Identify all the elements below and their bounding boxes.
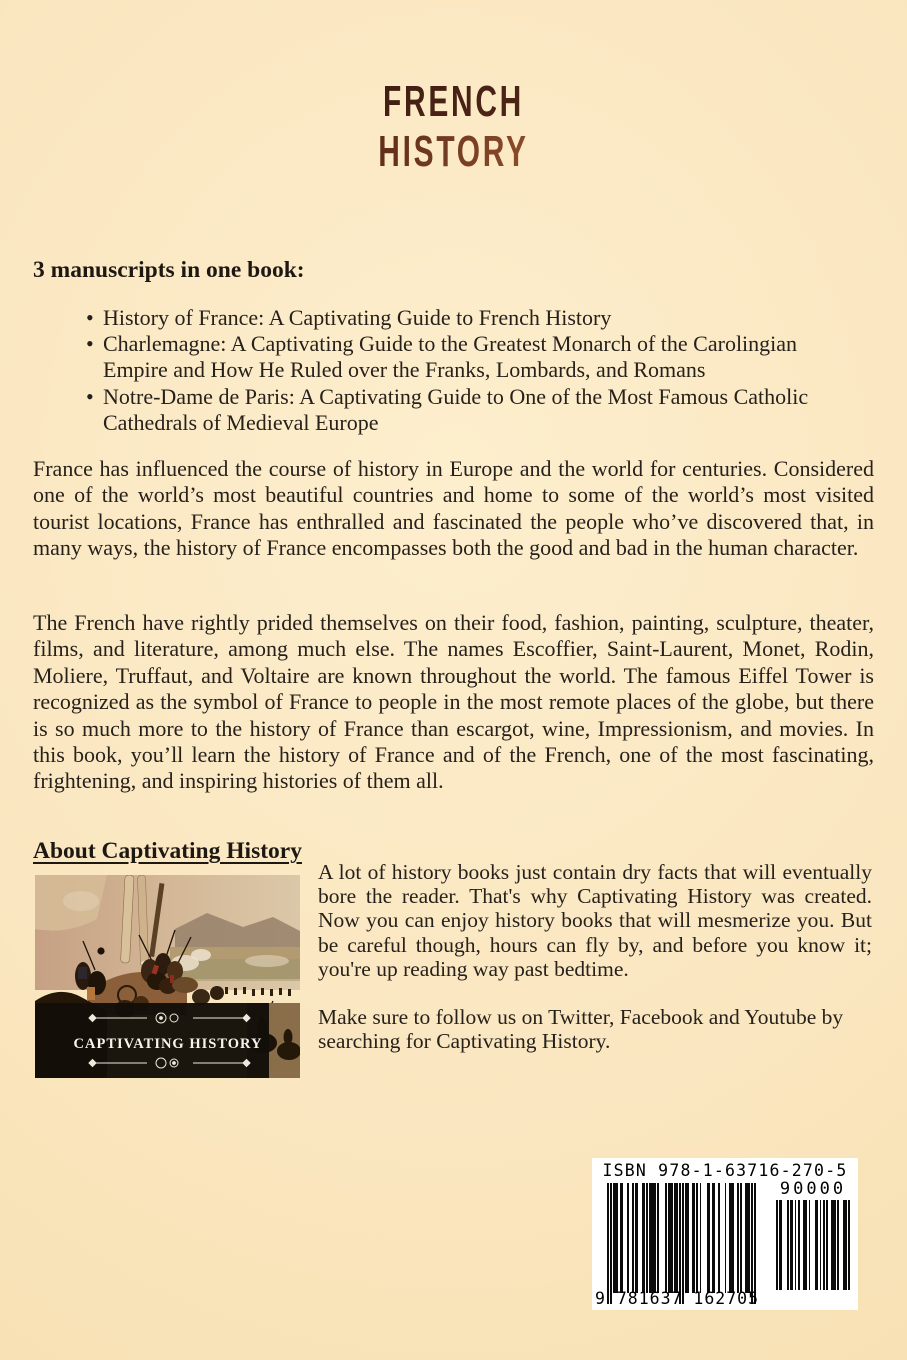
barcode-digits: 9 781637 162705 (595, 1289, 760, 1308)
about-text-column (318, 860, 872, 1053)
list-item (86, 331, 852, 383)
about-body-paragraph: A lot of history books just contain dry facts that will eventually bore the reader. That's why Captivating History was created. Now you can enjoy history books that will mesmerize you. But be careful though, hours can fly by, and before you know it; you're up reading way past bedtime. (318, 860, 872, 981)
publisher-logo-image (35, 875, 300, 1078)
ean5-supplement-bars (776, 1200, 850, 1290)
isbn-barcode (592, 1158, 858, 1310)
list-item-text: History of France: A Captivating Guide to French History (103, 305, 612, 330)
book-title-line2: HISTORY (145, 130, 762, 174)
list-item-text: Charlemagne: A Captivating Guide to the Greatest Monarch of the Carolingian Empire and How He Ruled over the Franks, Lombards, and Romans (103, 331, 798, 383)
list-item (86, 384, 852, 436)
price-code: 90000 (779, 1179, 847, 1199)
isbn-label: ISBN 978-1-63716-270-5 (602, 1161, 848, 1180)
list-item-text: Notre-Dame de Paris: A Captivating Guide to One of the Most Famous Catholic Cathedrals of Medieval Europe (103, 383, 809, 435)
book-title-line1: FRENCH (145, 80, 762, 124)
description-paragraph-2: The French have rightly prided themselves on their food, fashion, painting, sculpture, theater, films, and literature, among much else. The names Escoffier, Saint-Laurent, Monet, Rodin, Moliere, Truffaut, and Voltaire are known throughout the world. The famous Eiffel Tower is recognized as the symbol of France to people in the most remote places of the globe, but there is so much more to the history of France than escargot, wine, Impressionism, and movies. In this book, you’ll learn the history of France and of the French, one of the most fascinating, frightening, and inspiring histories of them all. (33, 610, 874, 794)
manuscript-list (86, 305, 852, 436)
about-heading: About Captivating History (33, 838, 302, 864)
bullet-icon: • (86, 331, 94, 357)
bullet-icon: • (86, 305, 94, 330)
description-paragraph-1: France has influenced the course of history in Europe and the world for centuries. Considered one of the world’s most beautiful countries and home to some of the world’s most visited tourist locations, France has enthralled and fascinated the people who’ve discovered that, in many ways, the history of France encompasses both the good and bad in the human character. (33, 456, 874, 561)
bullet-icon: • (86, 383, 94, 409)
publisher-logo-band (35, 1003, 269, 1078)
ean13-bars (607, 1183, 756, 1304)
about-follow-paragraph: Make sure to follow us on Twitter, Facebook and Youtube by searching for Captivating History. (318, 1005, 844, 1054)
list-item (86, 305, 852, 331)
manuscripts-heading: 3 manuscripts in one book: (33, 257, 305, 283)
publisher-logo-text: CAPTIVATING HISTORY (73, 1036, 263, 1052)
